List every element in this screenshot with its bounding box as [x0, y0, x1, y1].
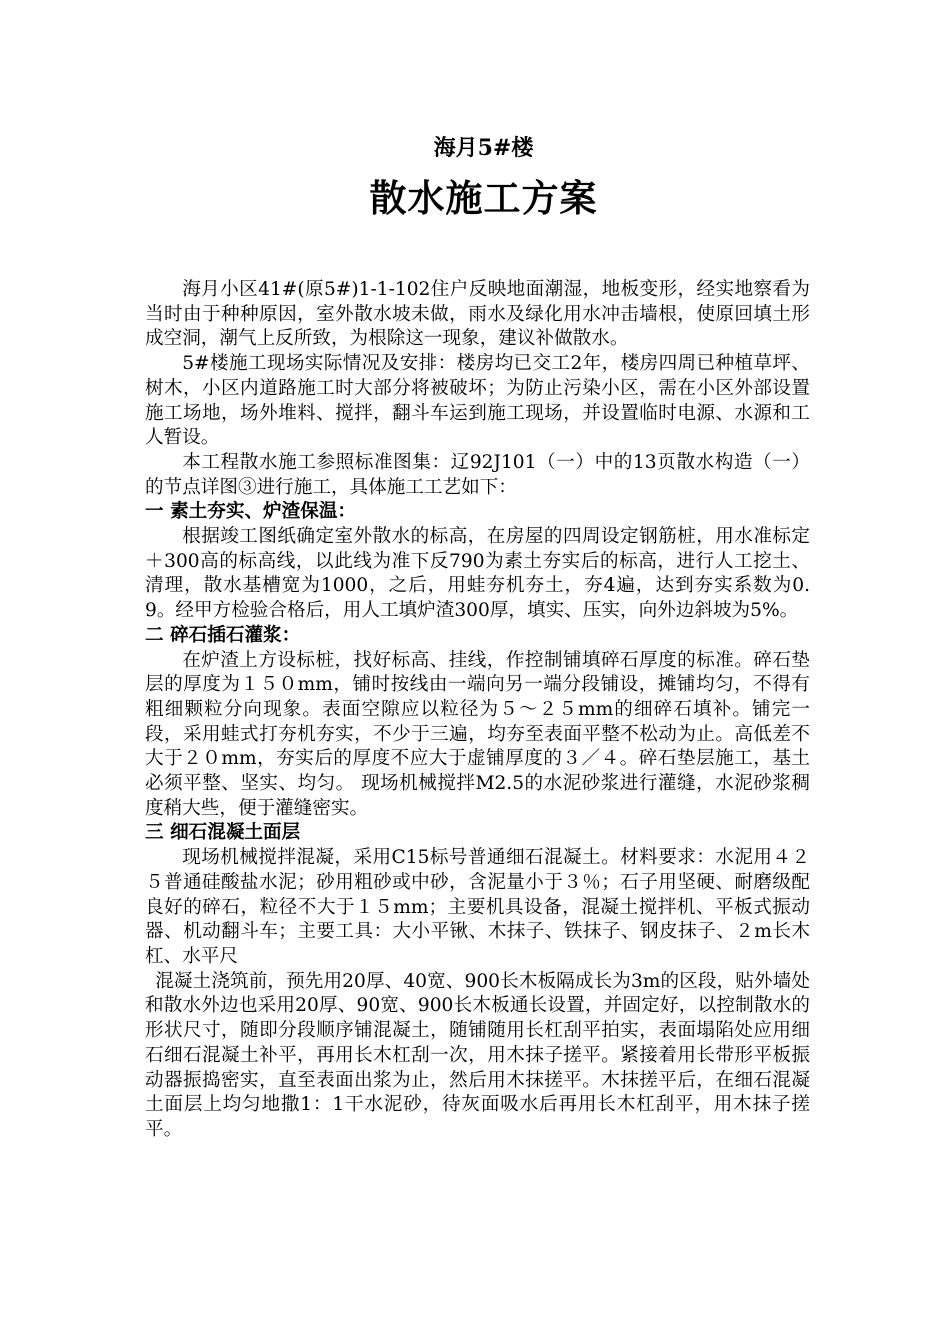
intro-paragraph: 海月小区41#(原5#)1-1-102住户反映地面潮湿，地板变形，经实地察看为当时由于种种原因，室外散水坡未做，雨水及绿化用水冲击墙根，使原回填土形成空洞，潮气上反所致，为根除这一现象，建议补做散水。: [145, 279, 810, 350]
section-heading-1: 一 素土夯实、炉渣保温：: [145, 501, 357, 523]
document-body: [145, 278, 810, 1143]
section-2-paragraph: 在炉渣上方设标桩，找好标高、挂线，作控制铺填碎石厚度的标准。碎石垫层的厚度为１５０mm，铺时按线由一端向另一端分段铺设，摊铺均匀，不得有粗细颗粒分向现象。表面空隙应以粒径为５～２５mm的细碎石填补。铺完一段，采用蛙式打夯机夯实，不少于三遍，均夯至表面平整不松动为止。高低差不大于２０mm，夯实后的厚度不应大于虚铺厚度的３／４。碎石垫层施工，基土必须平整、坚实、均匀。 现场机械搅拌M2.5的水泥砂浆进行灌缝，水泥砂浆稠度稍大些，便于灌缝密实。: [145, 649, 810, 819]
section-1-paragraph: 根据竣工图纸确定室外散水的标高，在房屋的四周设定钢筋桩，用水准标定＋300高的标高线，以此线为准下反790为素土夯实后的标高，进行人工挖土、清理，散水基槽宽为1000，之后，用蛙夯机夯土，夯4遍，达到夯实系数为0.9。经甲方检验合格后，用人工填炉渣300厚，填实、压实，向外边斜坡为5%。: [145, 526, 810, 622]
document-subtitle: 海月5#楼: [433, 135, 534, 161]
section-heading-2: 二 碎石插石灌浆：: [145, 624, 301, 646]
section-3-paragraph-materials: 现场机械搅拌混凝，采用C15标号普通细石混凝土。材料要求：水泥用４２５普通硅酸盐水泥；砂用粗砂或中砂，含泥量小于３％；石子用坚硬、耐磨级配良好的碎石，粒径不大于１５mm；主要机具设备，混凝土搅拌机、平板式振动器、机动翻斗车；主要工具：大小平锹、木抹子、铁抹子、钢皮抹子、２m长木杠、水平尺: [145, 847, 810, 967]
document-title: 散水施工方案: [369, 176, 598, 220]
standard-reference-paragraph: 本工程散水施工参照标准图集：辽92J101（一）中的13页散水构造（一）的节点详图③进行施工，具体施工工艺如下：: [145, 451, 810, 498]
document-page: [145, 130, 810, 1143]
section-heading-3: 三 细石混凝土面层: [145, 822, 301, 844]
site-situation-paragraph: 5#楼施工现场实际情况及安排：楼房均已交工2年，楼房四周已种植草坪、树木，小区内道路施工时大部分将被破坏；为防止污染小区，需在小区外部设置施工场地，场外堆料、搅拌，翻斗车运到施工现场，并设置临时电源、水源和工人暂设。: [145, 353, 810, 449]
section-3-paragraph-pouring: 混凝土浇筑前，预先用20厚、40宽、900长木板隔成长为3m的区段，贴外墙处和散水外边也采用20厚、90宽、900长木板通长设置，并固定好，以控制散水的形状尺寸，随即分段顺序铺混凝土，随铺随用长杠刮平拍实，表面塌陷处应用细石细石混凝土补平，再用长木杠刮一次，用木抹子搓平。紧接着用长带形平板振动器振捣密实，直至表面出浆为止，然后用木抹搓平。木抹搓平后，在细石混凝土面层上均匀地撒1：1干水泥砂，待灰面吸水后再用长木杠刮平，用木抹子搓平。: [145, 970, 810, 1140]
